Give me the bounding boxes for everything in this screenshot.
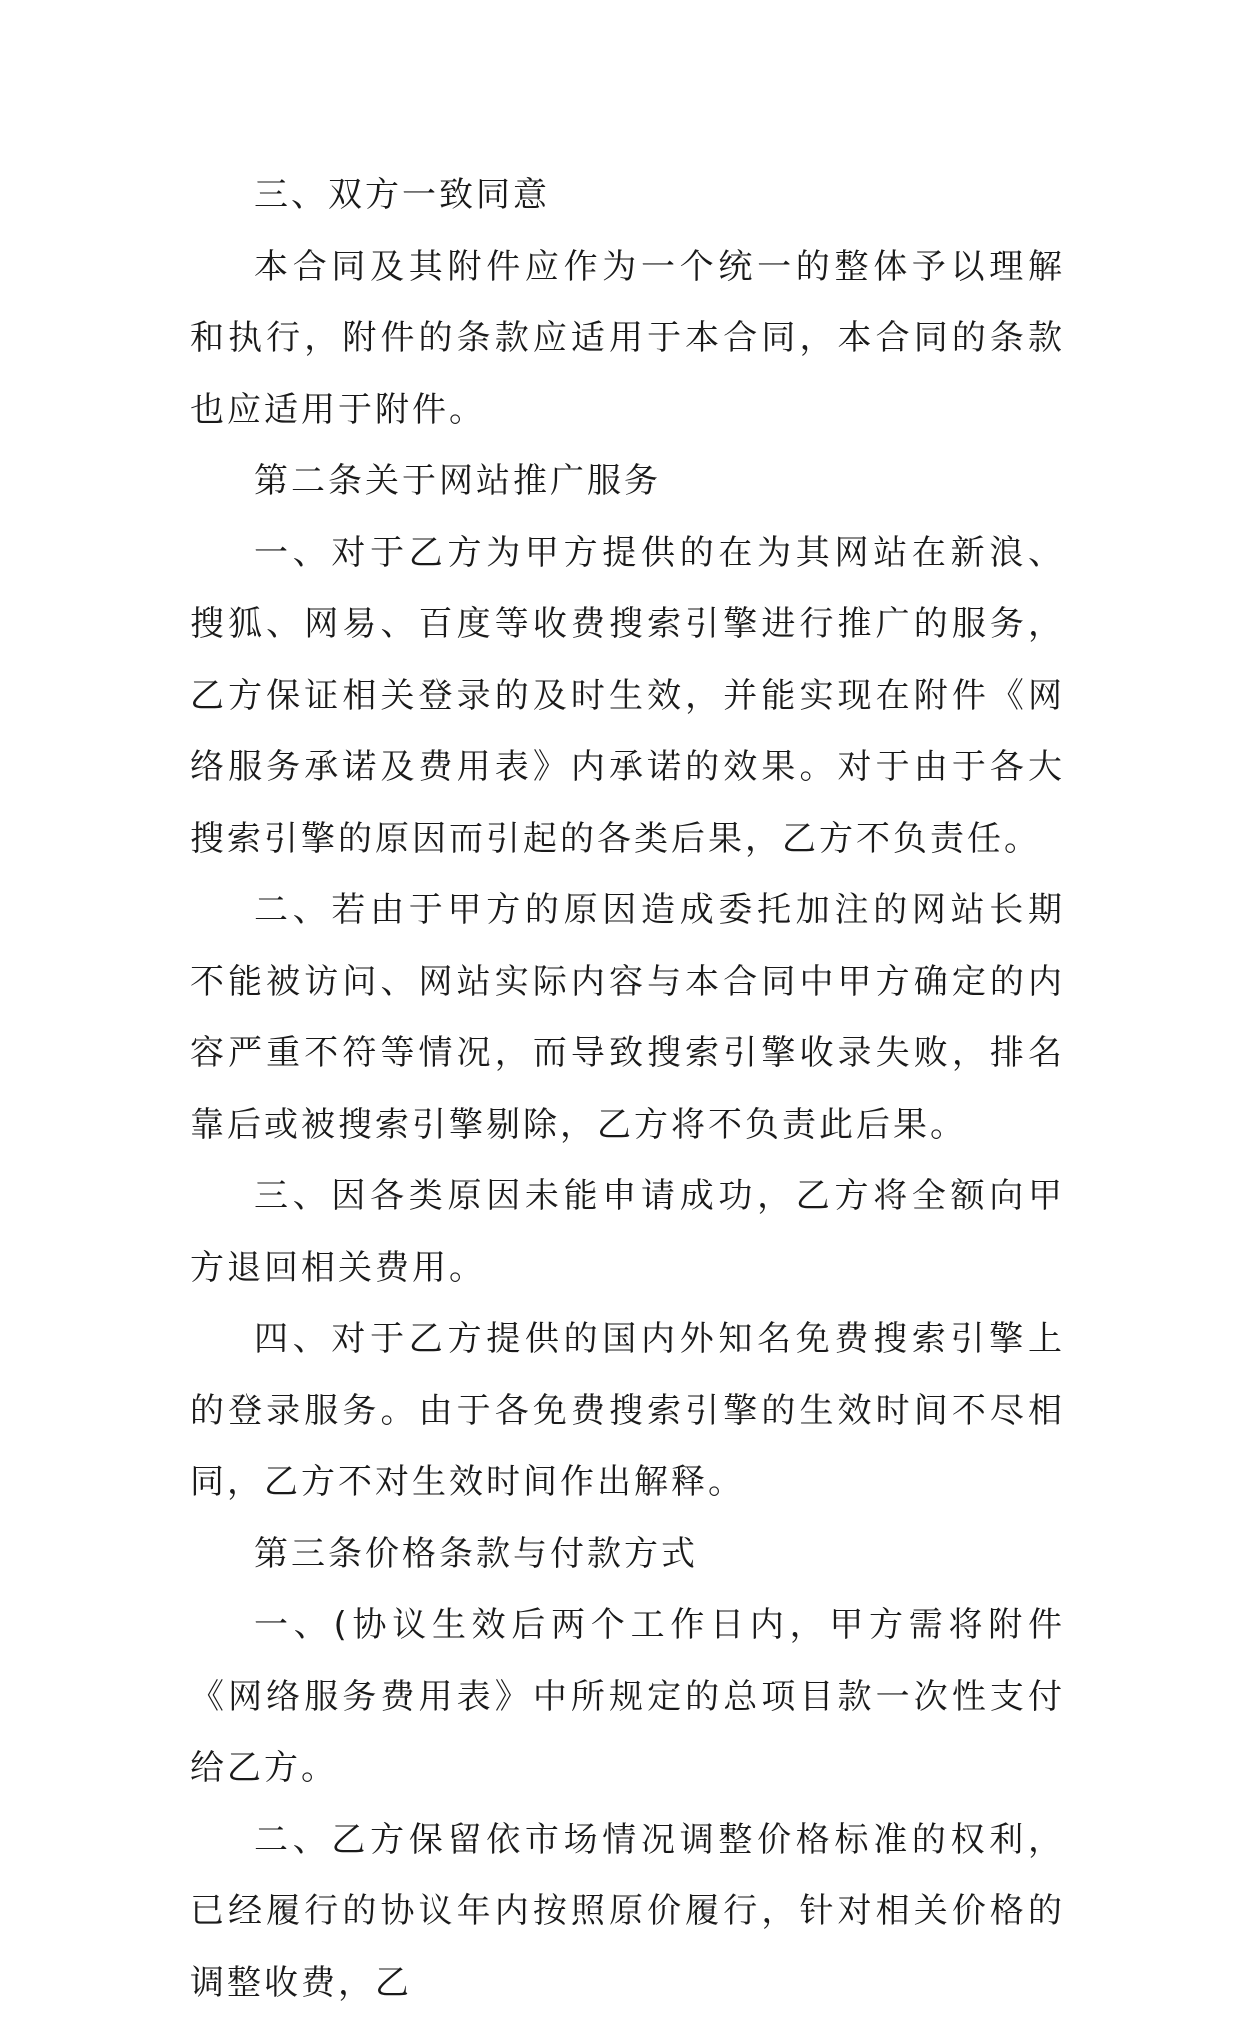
section-heading-mutual-agreement: 三、双方一致同意 (190, 160, 1065, 232)
paragraph-promotion-clause-3: 三、因各类原因未能申请成功，乙方将全额向甲方退回相关费用。 (190, 1161, 1065, 1304)
article-heading-price-payment: 第三条价格条款与付款方式 (190, 1519, 1065, 1591)
paragraph-attachments-clause: 本合同及其附件应作为一个统一的整体予以理解和执行，附件的条款应适用于本合同，本合同的条款也应适用于附件。 (190, 232, 1065, 447)
article-heading-website-promotion: 第二条关于网站推广服务 (190, 446, 1065, 518)
paragraph-promotion-clause-1: 一、对于乙方为甲方提供的在为其网站在新浪、搜狐、网易、百度等收费搜索引擎进行推广的服务，乙方保证相关登录的及时生效，并能实现在附件《网络服务承诺及费用表》内承诺的效果。对于由于各大搜索引擎的原因而引起的各类后果，乙方不负责任。 (190, 518, 1065, 876)
paragraph-payment-clause-2: 二、乙方保留依市场情况调整价格标准的权利，已经履行的协议年内按照原价履行，针对相关价格的调整收费，乙 (190, 1805, 1065, 2019)
paragraph-promotion-clause-2: 二、若由于甲方的原因造成委托加注的网站长期不能被访问、网站实际内容与本合同中甲方确定的内容严重不符等情况，而导致搜索引擎收录失败，排名靠后或被搜索引擎剔除，乙方将不负责此后果。 (190, 875, 1065, 1161)
paragraph-payment-clause-1: 一、(协议生效后两个工作日内，甲方需将附件《网络服务费用表》中所规定的总项目款一次性支付给乙方。 (190, 1590, 1065, 1805)
document-body (190, 160, 1065, 2019)
paragraph-promotion-clause-4: 四、对于乙方提供的国内外知名免费搜索引擎上的登录服务。由于各免费搜索引擎的生效时间不尽相同，乙方不对生效时间作出解释。 (190, 1304, 1065, 1519)
